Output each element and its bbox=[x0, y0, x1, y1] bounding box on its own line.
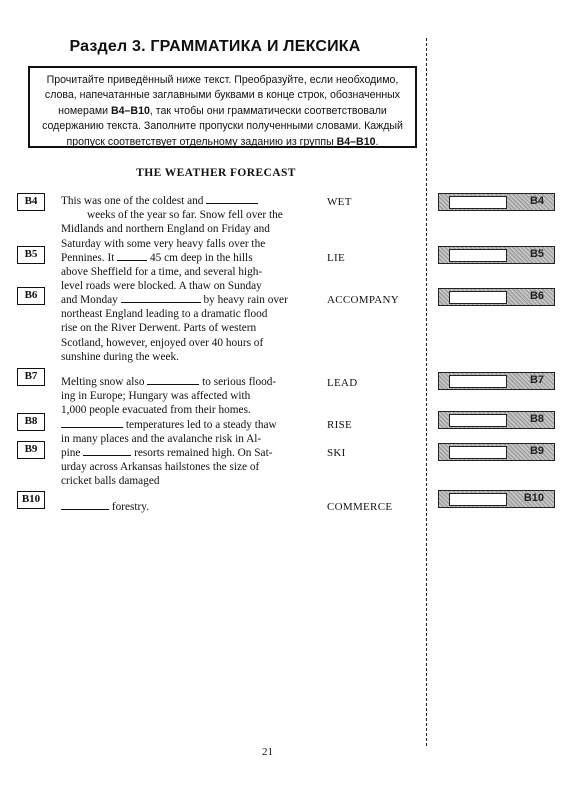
passage-text: by heavy rain over bbox=[203, 294, 288, 306]
passage-b5 bbox=[61, 251, 317, 294]
answer-box-b10[interactable] bbox=[438, 490, 555, 508]
passage-b6 bbox=[61, 293, 317, 364]
keyword-b8: RISE bbox=[327, 419, 353, 431]
passage-b9 bbox=[61, 446, 317, 489]
keyword-b4: WET bbox=[327, 196, 352, 208]
instructions-range-2: B4–B10 bbox=[336, 135, 376, 148]
text-title: THE WEATHER FORECAST bbox=[136, 167, 296, 179]
passage-b8 bbox=[61, 418, 317, 446]
answer-code-b4: B4 bbox=[529, 195, 544, 207]
gap-b8[interactable] bbox=[61, 418, 123, 428]
passage-text: sunshine during the week. bbox=[61, 350, 179, 363]
passage-text: Pennines. It bbox=[61, 252, 115, 264]
cut-line bbox=[426, 38, 427, 746]
passage-text: level roads were blocked. A thaw on Sunday bbox=[61, 280, 262, 293]
passage-b7 bbox=[61, 375, 317, 418]
answer-field-b6[interactable] bbox=[449, 291, 507, 304]
task-label-b9: B9 bbox=[17, 441, 45, 459]
answer-code-b10: B10 bbox=[523, 492, 544, 504]
passage-text: Midlands and northern England on Friday and bbox=[61, 223, 270, 236]
gap-b5[interactable] bbox=[117, 251, 147, 261]
answer-field-b7[interactable] bbox=[449, 375, 507, 388]
gap-b7[interactable] bbox=[147, 375, 199, 385]
passage-text: and Monday bbox=[61, 294, 118, 306]
keyword-b9: SKI bbox=[327, 447, 346, 459]
gap-b6[interactable] bbox=[121, 293, 201, 303]
answer-box-b5[interactable] bbox=[438, 246, 555, 264]
answer-box-b7[interactable] bbox=[438, 372, 555, 390]
answer-box-b9[interactable] bbox=[438, 443, 555, 461]
section-title: Раздел 3. ГРАММАТИКА И ЛЕКСИКА bbox=[69, 38, 361, 55]
passage-text: northeast England leading to a dramatic flood bbox=[61, 308, 268, 321]
passage-text: Saturday with some very heavy falls over the bbox=[61, 237, 266, 250]
instructions-text-3: . bbox=[375, 135, 379, 148]
instructions-box bbox=[28, 66, 417, 148]
task-label-b5: B5 bbox=[17, 246, 45, 264]
answer-field-b9[interactable] bbox=[449, 446, 507, 459]
passage-text: 1,000 people evacuated from their homes. bbox=[61, 404, 251, 417]
page-number: 21 bbox=[262, 746, 273, 758]
task-label-b6: B6 bbox=[17, 287, 45, 305]
instructions-text-2: , так чтобы они грамматически соответствовали содержанию текста. Заполните пропуски полученными словами. Каждый пропуск соответствует отдельному заданию из группы bbox=[42, 104, 403, 148]
passage-text: urday across Arkansas hailstones the size of bbox=[61, 461, 260, 474]
passage-text: ing in Europe; Hungary was affected with bbox=[61, 390, 251, 403]
passage-text: cricket balls damaged bbox=[61, 475, 160, 488]
passage-text: weeks of the year so far. Snow fell over the bbox=[87, 209, 283, 222]
gap-b10[interactable] bbox=[61, 500, 109, 510]
passage-text: temperatures led to a steady thaw bbox=[125, 419, 277, 431]
answer-field-b4[interactable] bbox=[449, 196, 507, 209]
gap-b4[interactable] bbox=[206, 194, 258, 204]
answer-code-b9: B9 bbox=[529, 445, 544, 457]
passage-text: Melting snow also bbox=[61, 376, 145, 388]
passage-text: This was one of the coldest and bbox=[61, 195, 204, 207]
passage-text: resorts remained high. On Sat- bbox=[134, 447, 273, 459]
instructions-range-1: B4–B10 bbox=[111, 104, 150, 117]
passage-text: pine bbox=[61, 447, 81, 459]
task-label-b8: B8 bbox=[17, 413, 45, 431]
keyword-b7: LEAD bbox=[327, 377, 358, 389]
passage-text: 45 cm deep in the hills bbox=[150, 252, 253, 264]
keyword-b10: COMMERCE bbox=[327, 501, 393, 513]
passage-text: above Sheffield for a time, and several high- bbox=[61, 266, 263, 279]
passage-b10 bbox=[61, 500, 317, 514]
passage-text: to serious flood- bbox=[202, 376, 277, 388]
gap-b9[interactable] bbox=[83, 446, 131, 456]
answer-box-b8[interactable] bbox=[438, 411, 555, 429]
passage-text: forestry. bbox=[111, 501, 150, 513]
task-label-b10: B10 bbox=[17, 491, 45, 509]
answer-box-b6[interactable] bbox=[438, 288, 555, 306]
answer-code-b8: B8 bbox=[529, 413, 544, 425]
answer-code-b5: B5 bbox=[529, 248, 544, 260]
passage-text: in many places and the avalanche risk in Al- bbox=[61, 433, 262, 446]
answer-code-b6: B6 bbox=[529, 290, 544, 302]
keyword-b5: LIE bbox=[327, 252, 346, 264]
keyword-b6: ACCOMPANY bbox=[327, 294, 399, 306]
passage-text: Scotland, however, enjoyed over 40 hours of bbox=[61, 336, 264, 349]
answer-code-b7: B7 bbox=[529, 374, 544, 386]
instructions-text-1: Прочитайте приведённый ниже текст. Преобразуйте, если необходимо, слова, напечатанные заглавными буквами в конце строк, обозначенных номерами bbox=[44, 74, 401, 117]
task-label-b7: B7 bbox=[17, 368, 45, 386]
task-label-b4: B4 bbox=[17, 193, 45, 211]
answer-field-b10[interactable] bbox=[449, 493, 507, 506]
passage-text: rise on the River Derwent. Parts of western bbox=[61, 322, 257, 335]
answer-box-b4[interactable] bbox=[438, 193, 555, 211]
answer-field-b8[interactable] bbox=[449, 414, 507, 427]
answer-field-b5[interactable] bbox=[449, 249, 507, 262]
passage-b4 bbox=[61, 194, 317, 251]
